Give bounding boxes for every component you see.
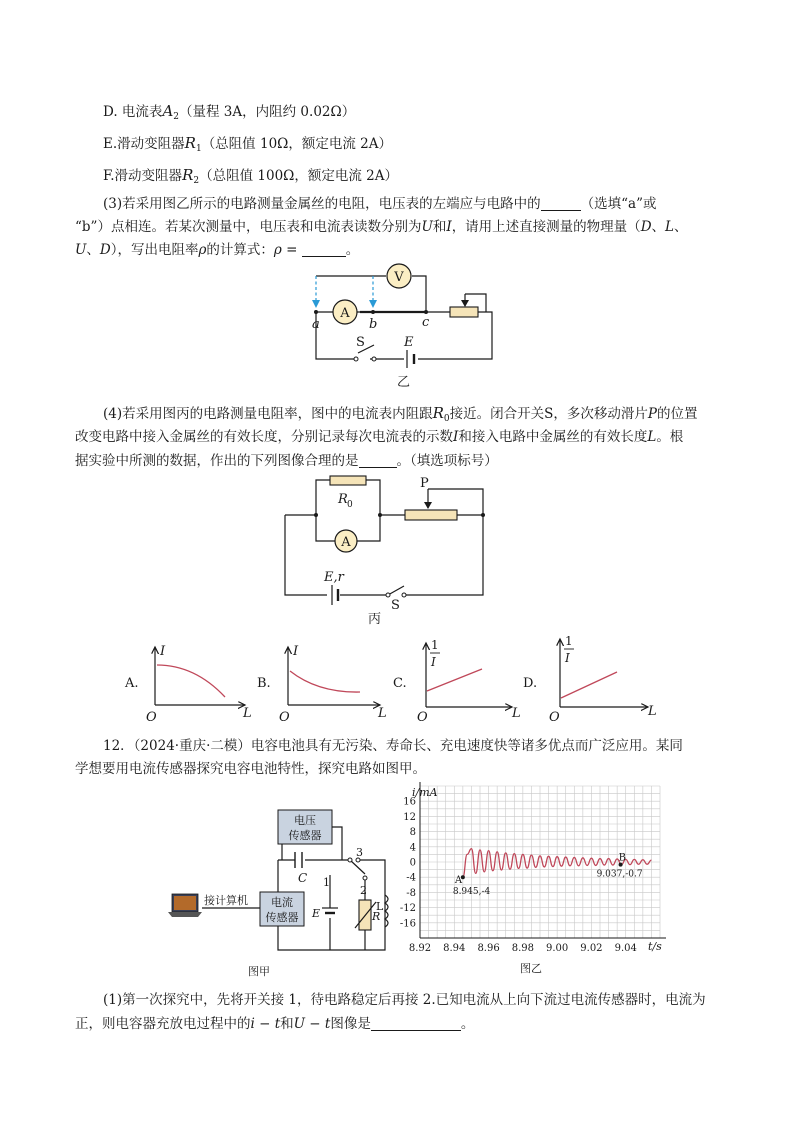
figure-bing-caption: 丙 [368,612,382,627]
y-tick-label: -4 [406,872,416,884]
q12-line1: 12．（2024·重庆·二模）电容电池具有无污染、寿命长、充电速度快等诸多优点而广泛应用。某同 [103,738,683,754]
option-f-text: F.滑动变阻器 [103,168,183,184]
current-sensor-label-1: 电流 [271,896,293,909]
x-tick-label: 9.00 [546,943,569,954]
q4-line3 [75,451,498,471]
resistor-r-label: R [372,910,381,923]
voltage-sensor-label-1: 电压 [294,814,316,827]
point-b-label: b [369,317,378,332]
x-tick-label: 8.98 [511,943,534,954]
x-tick-label: 9.04 [614,943,637,954]
option-f-spec: （总阻值 100Ω，额定电流 2A） [199,168,398,184]
q3-text-1: (3)若采用图乙所示的电路测量金属丝的电阻，电压表的左端应与电路中的 [103,196,541,212]
switch-pos-3: 3 [356,846,363,859]
figure-yi-circuit [300,262,510,392]
figure-jia-circuit [160,800,400,980]
graph-c-y-den: I [431,655,436,669]
q4-text-8: 。（填选项标号） [396,453,498,469]
battery-e-label: E [312,907,321,920]
q3-var-u2: U [75,242,87,258]
graph-options [120,635,680,725]
graph-c-y-num: 1 [431,638,439,652]
capacitor-label: C [298,871,308,885]
graph-b-origin: O [279,710,290,725]
q4-var-r0: R [432,404,444,422]
option-f-subscript: 2 [193,176,200,186]
battery-label: E,r [324,570,344,585]
q4-text-2: 接近。闭合开关S，多次移动滑片 [449,406,648,422]
battery-label: E [404,335,414,350]
x-tick-label: 9.02 [580,943,603,954]
q12-1-line1: (1)第一次探究中，先将开关接 1，待电路稳定后再接 2.已知电流从上向下流过电流传感器时，电流为 [103,992,706,1008]
q3-text-4: ，请用上述直接测量的物理量（ [451,219,641,235]
option-d-spec: （量程 3A，内阻约 0.02Ω） [179,104,356,120]
q4-text-5: 和接入电路中金属丝的有效长度 [458,429,648,445]
option-d-symbol: A [162,102,174,120]
q3-line3 [75,240,359,260]
graph-option-d[interactable] [523,634,657,725]
q4-answer-blank[interactable] [359,453,397,468]
option-e-subscript: 1 [195,144,202,154]
rheostat-icon [450,307,478,317]
q4-var-p: P [647,406,657,422]
switch-label: S [356,335,365,350]
q4-text-1: (4)若采用图丙的电路测量电阻率，图中的电流表内阻跟 [103,406,433,422]
q3-var-rho2: ρ [273,242,282,258]
q12-line2: 学想要用电流传感器探究电容电池特性，探究电路如图甲。 [75,761,426,777]
chart-y-label: i/mA [412,786,438,799]
option-d-subscript: 2 [173,112,180,122]
q4-text-7: 据实验中所测的数据，作出的下列图像合理的是 [75,453,359,469]
q3-var-d2: D [99,242,111,258]
graph-d-y-num: 1 [565,634,573,648]
annotation-text: 8.945,-4 [452,887,491,898]
graph-b-y-label: I [293,644,299,659]
graph-c-x-label: L [512,706,521,721]
current-time-chart [390,778,680,978]
q3-line2 [75,217,687,237]
q3-text-2: （选填“a”或 [580,196,657,212]
graph-d-y-den: I [565,651,570,665]
y-tick-label: 4 [409,842,416,854]
figure-yi-caption: 乙 [397,375,411,390]
graph-d-origin: O [549,710,560,725]
x-tick-label: 8.92 [408,943,432,954]
x-tick-label: 8.96 [477,943,500,954]
option-d-text: D. 电流表 [103,104,163,120]
option-e-symbol: R [184,134,196,152]
q12-1-text-1: 正，则电容器充放电过程中的 [75,1016,251,1032]
graph-a-label: A. [125,676,139,691]
voltmeter-label: V [394,270,404,285]
switch-label: S [391,598,400,613]
q12-1-text-and: 和 [280,1016,294,1032]
q3-text-8: 的计算式： [206,242,274,258]
graph-b-curve [290,671,360,692]
ammeter-label: A [340,306,350,321]
option-e-text: E.滑动变阻器 [103,136,185,152]
graph-d-label: D. [523,676,538,691]
x-tick-label: 8.94 [443,943,466,954]
resistor-r0-icon [330,476,366,485]
y-tick-label: 8 [409,827,416,839]
graph-option-b[interactable] [257,644,387,725]
q4-var-l: L [647,429,657,445]
q3-text-end: 。 [345,242,360,258]
voltage-sensor-label-2: 传感器 [288,829,322,842]
q3-var-rho: ρ [198,242,207,258]
graph-b-label: B. [257,676,271,691]
q3-text-6: 、 [86,242,100,258]
q4-text-4: 改变电路中接入金属丝的有效长度，分别记录每次电流表的示数 [75,429,453,445]
graph-a-curve [157,665,225,697]
q12-1-text-2: 图像是 [330,1016,371,1032]
r0-label-sub: 0 [347,500,353,510]
q4-var-r0-sub: 0 [443,414,450,424]
y-tick-label: -8 [406,887,416,899]
annotation-label: B [618,852,626,864]
q3-var-d: D [640,219,652,235]
q12-1-var-ut: U − t [293,1016,331,1032]
figure-jia-caption: 图甲 [248,965,270,978]
option-f-symbol: R [182,166,194,184]
q12-1-text-end: 。 [460,1016,475,1032]
option-e [103,133,392,159]
option-f [103,165,398,191]
q12-1-line2 [75,1014,474,1034]
graph-d-line [561,672,617,698]
graph-b-x-label: L [378,706,387,721]
graph-c-line [427,669,482,691]
q3-var-u: U [421,219,433,235]
metal-wire-icon [405,510,457,520]
q3-var-i: I [446,219,452,235]
computer-label: 接计算机 [204,894,248,907]
q3-text-comma: 、 [651,219,666,235]
q3-text-and: 和 [432,219,447,235]
q4-line1 [103,403,698,429]
current-sensor-label-2: 传感器 [265,911,299,924]
figure-bing-circuit [280,475,500,630]
point-a-label: a [312,317,320,332]
annotation-text: 9.037,-0.7 [596,869,643,880]
y-tick-label: -16 [399,918,416,930]
annotation-label: A [454,875,463,887]
graph-a-y-label: I [160,644,166,659]
q3-text-7: ），写出电阻率 [110,242,199,258]
graph-d-x-label: L [648,704,657,719]
option-e-spec: （总阻值 10Ω，额定电流 2A） [201,136,392,152]
switch-pos-2: 2 [360,884,367,897]
q3-text-eq: = [281,242,302,258]
r0-label: R [338,492,348,507]
q12-1-var-it: i − t [250,1016,281,1032]
q12-1-answer-blank[interactable] [371,1016,461,1031]
laptop-icon [168,894,202,917]
inductor-label: L [376,900,384,913]
graph-a-x-label: L [243,706,252,721]
chart-caption: 图乙 [520,962,542,975]
option-d [103,101,355,127]
graph-c-label: C. [393,676,407,691]
q3-text-3: “b”）点相连。若某次测量中，电压表和电流表读数分别为 [75,219,422,235]
point-c-label: c [422,315,430,330]
q3-answer-blank-1[interactable] [541,196,581,211]
q4-text-3: 的位置 [657,406,698,422]
y-tick-label: 12 [403,811,416,823]
q3-var-l: L [665,219,674,235]
y-tick-label: 0 [409,857,416,869]
q4-var-i: I [453,429,459,445]
graph-a-origin: O [146,710,157,725]
slider-p-label: P [420,476,429,491]
chart-x-label: t/s [648,940,662,953]
q3-line1 [103,194,656,214]
graph-c-origin: O [417,710,428,725]
switch-pos-1: 1 [323,876,330,889]
y-tick-label: 16 [403,796,416,808]
q3-answer-blank-2[interactable] [302,242,346,257]
chart-axes [420,782,666,938]
y-tick-label: -12 [399,903,416,915]
graph-option-c[interactable] [393,638,521,725]
q4-text-6: 。根 [656,429,684,445]
q3-text-5: 、 [673,219,688,235]
ammeter-label: A [341,535,351,550]
graph-option-a[interactable] [124,644,252,725]
q4-line2 [75,427,683,447]
